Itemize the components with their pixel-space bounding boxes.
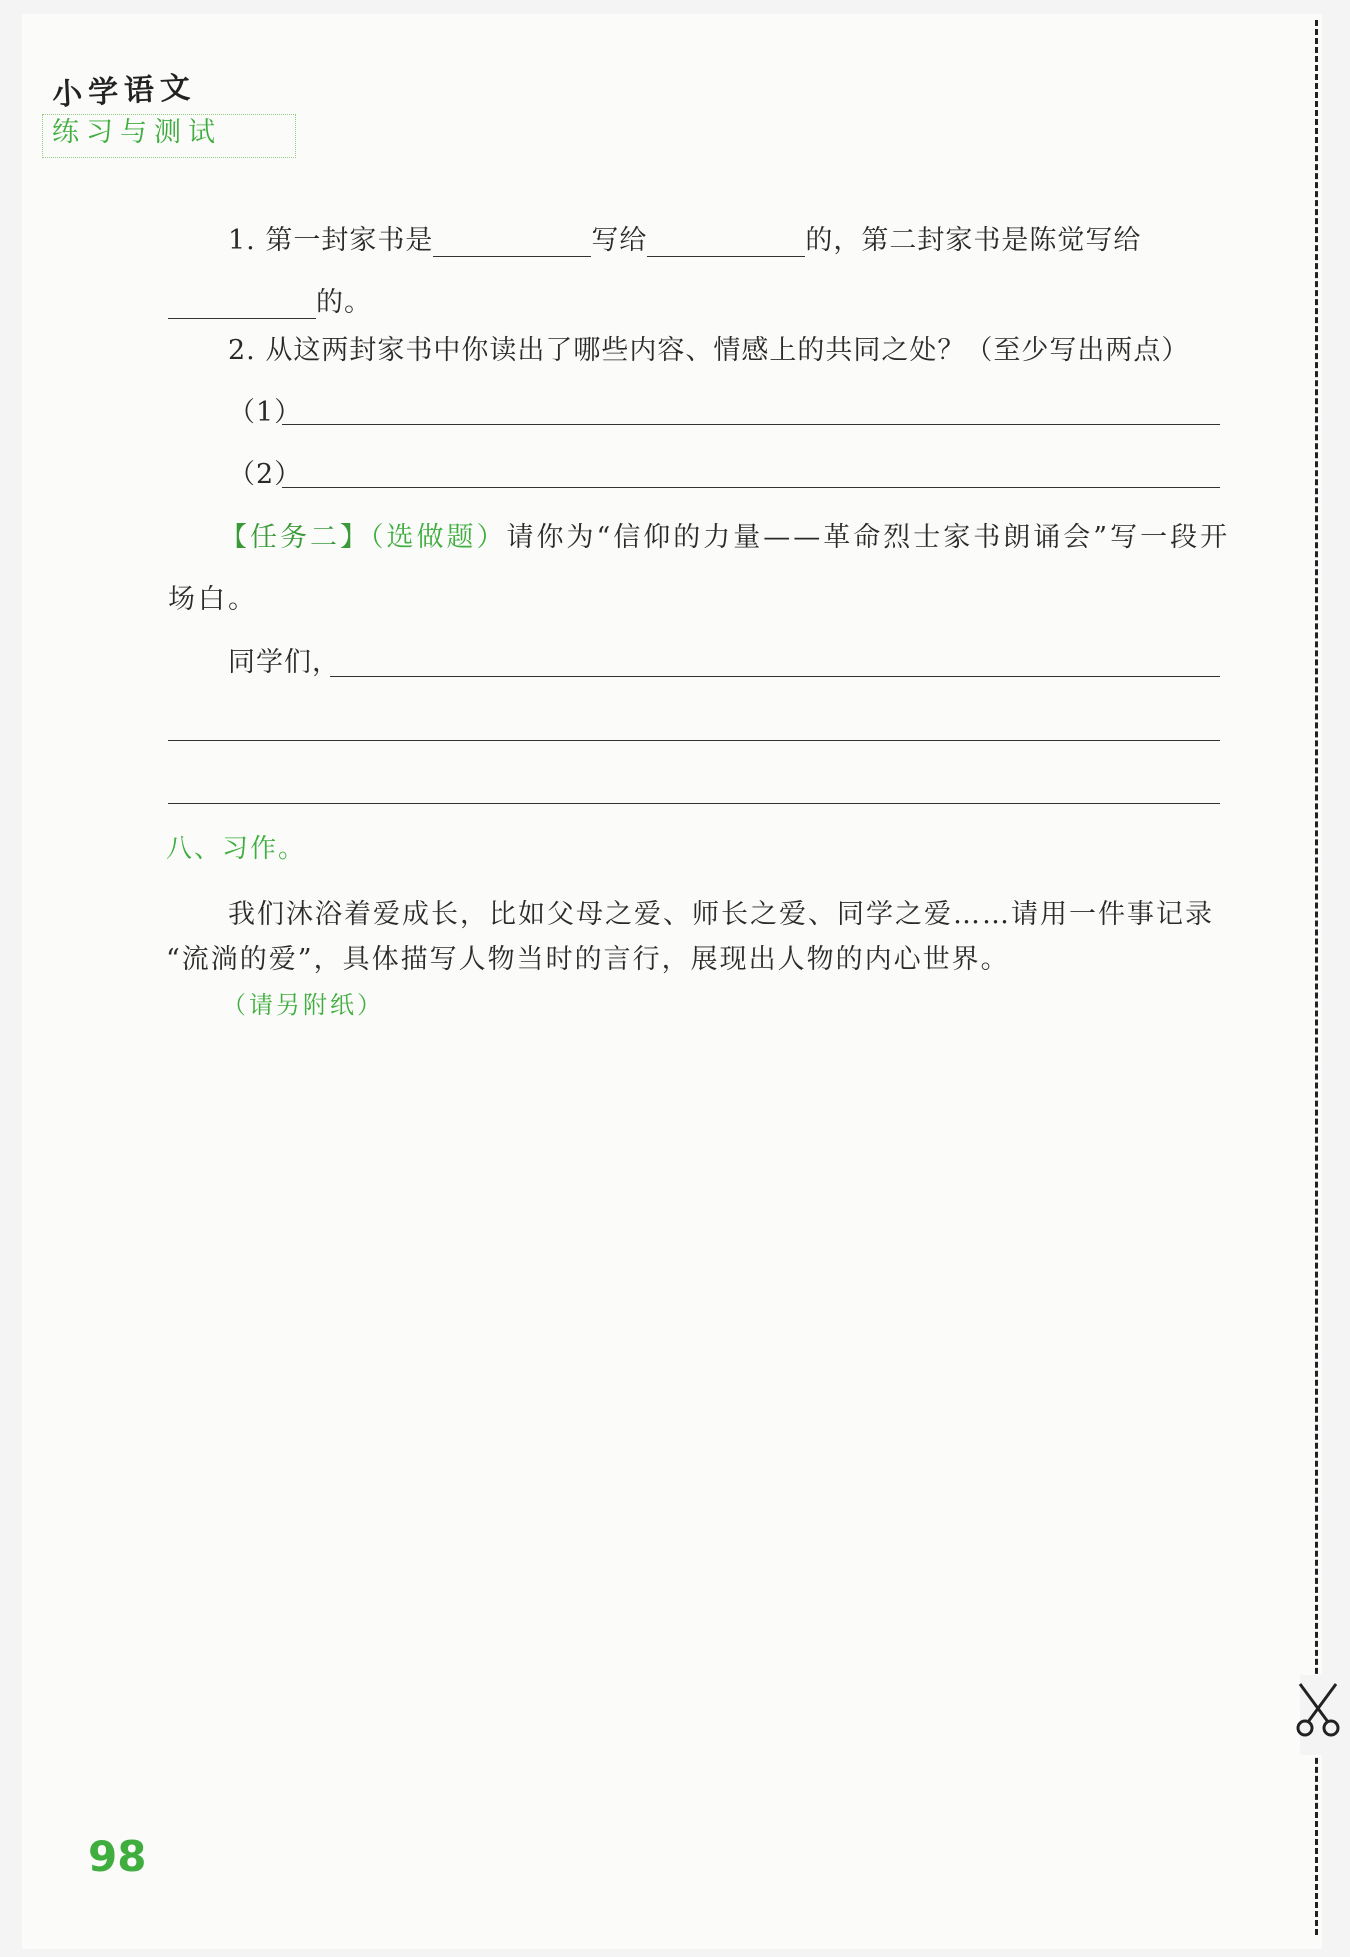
q1-text-c: 的，第二封家书是陈觉写给 [805, 225, 1142, 256]
optional-tag: （选做题） [370, 522, 507, 553]
book-header [51, 66, 222, 148]
attach-paper-note: （请另附纸） [222, 991, 384, 1019]
answer-line[interactable] [168, 740, 1220, 741]
section-8-heading: 八、习作。 [166, 834, 307, 864]
answer-line[interactable] [282, 424, 1220, 425]
answer-blank[interactable] [433, 230, 591, 257]
question-2: 2. 从这两封家书中你读出了哪些内容、情感上的共同之处？（至少写出两点） [228, 335, 1190, 366]
task-2-text: 请你为“信仰的力量——革命烈士家书朗诵会”写一段开 [506, 522, 1231, 553]
writing-prompt-line-2: “流淌的爱”，具体描写人物当时的言行，展现出人物的内心世界。 [166, 944, 1010, 975]
writing-prompt-line-1: 我们沐浴着爱成长，比如父母之爱、师长之爱、同学之爱……请用一件事记录 [228, 899, 1214, 930]
q2-item-1-label: （1） [228, 397, 303, 428]
q1-text-d: 的。 [316, 287, 372, 318]
book-subtitle: 练习与测试 [52, 117, 222, 148]
answer-blank[interactable] [647, 230, 805, 257]
task-2 [220, 515, 1230, 554]
cut-line [1315, 20, 1318, 1935]
q1-text-a: 1. 第一封家书是 [228, 225, 434, 256]
answer-line[interactable] [168, 803, 1220, 804]
task-2-label: 【任务二】 [220, 522, 370, 553]
scissors-icon [1292, 1680, 1344, 1748]
book-title: 小学语文 [51, 70, 198, 113]
q1-text-b: 写给 [591, 225, 648, 256]
question-1 [228, 218, 1141, 257]
answer-line[interactable] [330, 676, 1220, 677]
question-1-cont [168, 280, 372, 319]
answer-blank[interactable] [168, 292, 316, 319]
page-number: 98 [88, 1832, 147, 1881]
task-2-text-cont: 场白。 [168, 584, 258, 615]
answer-line[interactable] [282, 487, 1220, 488]
greeting-text: 同学们， [228, 647, 340, 678]
q2-item-2-label: （2） [228, 459, 303, 490]
